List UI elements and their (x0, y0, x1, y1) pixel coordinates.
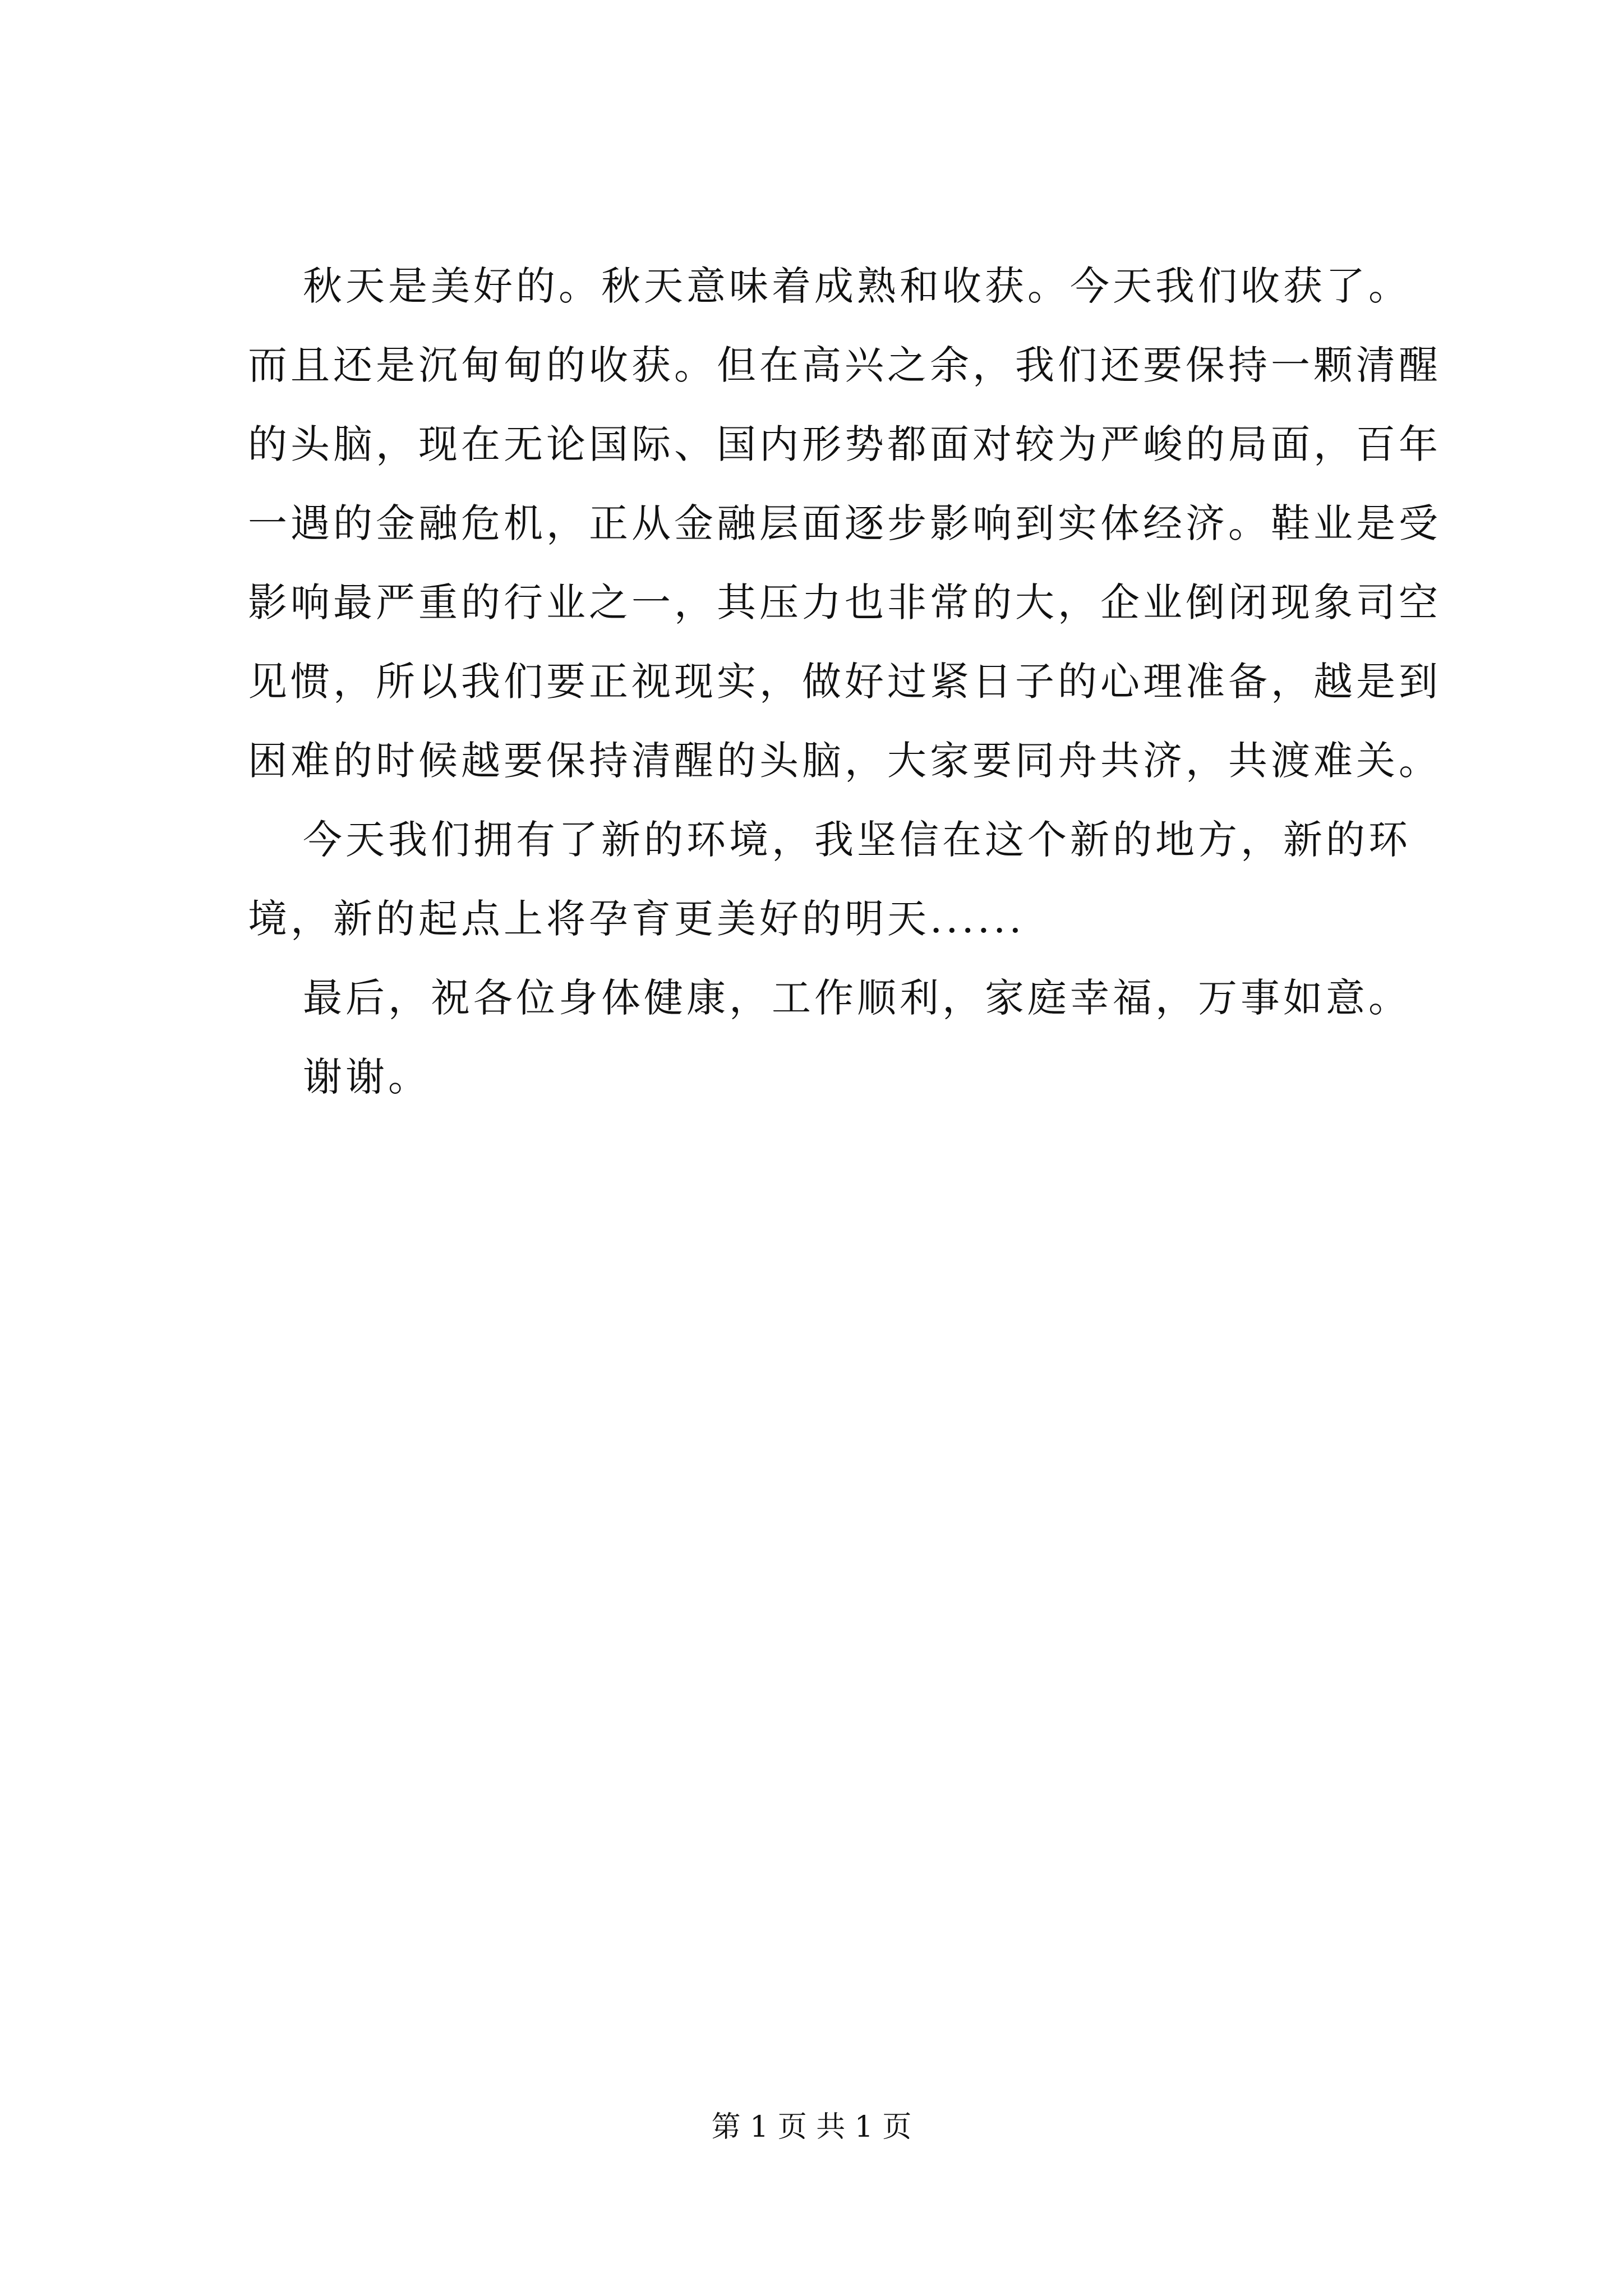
paragraph-2-line-2: 境，新的起点上将孕育更美好的明天...... (248, 896, 1025, 942)
paragraph-1-line-1: 秋天是美好的。秋天意味着成熟和收获。今天我们收获了。 (303, 263, 1411, 309)
page-footer: 第 1 页 共 1 页 (711, 2110, 912, 2144)
paragraph-2-line-1: 今天我们拥有了新的环境，我坚信在这个新的地方，新的环 (303, 817, 1411, 863)
paragraph-1-line-7: 困难的时候越要保持清醒的头脑，大家要同舟共济，共渡难关。 (248, 738, 1441, 784)
paragraph-4-line-1: 谢谢。 (303, 1054, 431, 1100)
paragraph-1-line-2: 而且还是沉甸甸的收获。但在高兴之余，我们还要保持一颗清醒 (248, 342, 1441, 388)
paragraph-1-line-3: 的头脑，现在无论国际、国内形势都面对较为严峻的局面，百年 (248, 421, 1441, 467)
paragraph-3-line-1: 最后，祝各位身体健康，工作顺利，家庭幸福，万事如意。 (303, 975, 1411, 1021)
paragraph-1-line-4: 一遇的金融危机，正从金融层面逐步影响到实体经济。鞋业是受 (248, 500, 1441, 546)
document-body (248, 247, 1487, 1117)
paragraph-1-line-5: 影响最严重的行业之一，其压力也非常的大，企业倒闭现象司空 (248, 579, 1441, 625)
paragraph-1-line-6: 见惯，所以我们要正视现实，做好过紧日子的心理准备，越是到 (248, 659, 1441, 705)
